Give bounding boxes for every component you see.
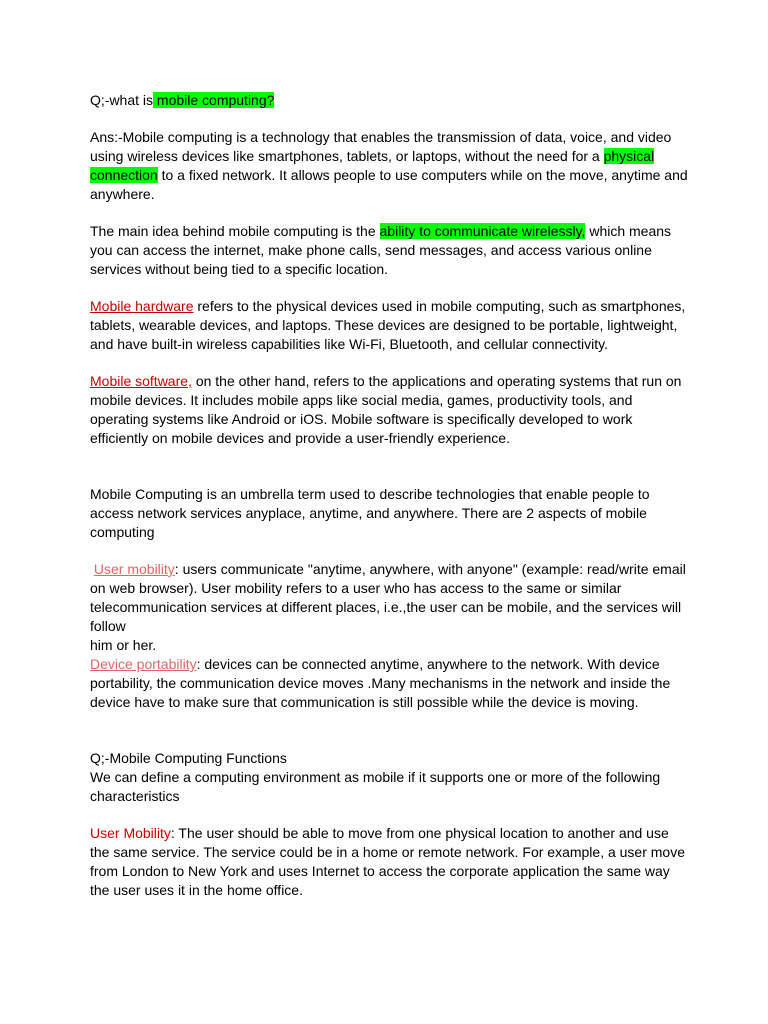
hardware-paragraph xyxy=(90,297,690,354)
user-mobility-line1: : users communicate "anytime, anywhere, with anyone" (example: read/write email on web browser). User mobility refers to a user who has access to the same or similar telecommunication services at different places, i.e.,the user can be mobile, and the services will follow xyxy=(90,561,686,634)
question-1-prefix: Q;-what is xyxy=(90,92,154,108)
question-1 xyxy=(90,91,690,110)
user-mobility-function-paragraph xyxy=(90,824,690,900)
main-idea-part2: which means you can access the internet, make phone calls, send messages, and access various online services without being tied to a specific location. xyxy=(90,223,672,277)
main-idea-part1: The main idea behind mobile computing is the xyxy=(90,223,380,239)
main-idea-paragraph xyxy=(90,222,690,279)
answer-1-highlight: physical connection xyxy=(90,148,655,183)
answer-1 xyxy=(90,128,690,204)
hardware-text: refers to the physical devices used in mobile computing, such as smartphones, tablets, wearable devices, and laptops. These devices are designed to be portable, lightweight, and have built-in wireless capabilities like Wi-Fi, Bluetooth, and cellular connectivity. xyxy=(90,298,686,352)
question-1-highlight: mobile computing? xyxy=(153,92,275,108)
question-2-text: We can define a computing environment as mobile if it supports one or more of the following characteristics xyxy=(90,769,661,804)
device-portability-paragraph xyxy=(90,655,690,693)
answer-1-part2: to a fixed network. It allows people to use computers while on the move, anytime and anywhere. xyxy=(90,167,688,202)
device-portability-line2: device have to make sure that communication is still possible while the device is moving. xyxy=(90,694,639,710)
answer-1-part1: Ans:-Mobile computing is a technology that enables the transmission of data, voice, and video using wireless devices like smartphones, tablets, or laptops, without the need for a xyxy=(90,129,672,164)
question-2-title: Q;-Mobile Computing Functions xyxy=(90,750,287,766)
hardware-term: Mobile hardware xyxy=(90,298,194,314)
user-mobility-function-text: : The user should be able to move from one physical location to another and use the same service. The service could be in a home or remote network. For example, a user move from London to New York and uses Internet to access the corporate application the same way the user uses it in the home office. xyxy=(90,825,686,898)
user-mobility-term: User mobility xyxy=(93,561,175,577)
software-paragraph xyxy=(90,372,690,448)
umbrella-paragraph: Mobile Computing is an umbrella term used to describe technologies that enable people to access network services anyplace, anytime, and anywhere. There are 2 aspects of mobile computing xyxy=(90,486,650,540)
device-portability-line1: : devices can be connected anytime, anywhere to the network. With device portability, the communication device moves .Many mechanisms in the network and inside the xyxy=(90,656,671,691)
software-text: on the other hand, refers to the applications and operating systems that run on mobile devices. It includes mobile apps like social media, games, productivity tools, and operating systems like Android or iOS. Mobile software is specifically developed to work efficiently on mobile devices and provide a user-friendly experience. xyxy=(90,373,682,446)
software-term: Mobile software, xyxy=(90,373,192,389)
main-idea-highlight: ability to communicate wirelessly, xyxy=(379,223,586,239)
user-mobility-function-term: User Mobility xyxy=(90,825,171,841)
device-portability-term: Device portability xyxy=(90,656,197,672)
user-mobility-line2: him or her. xyxy=(90,637,157,653)
document-page xyxy=(90,91,690,918)
user-mobility-paragraph xyxy=(90,560,690,636)
